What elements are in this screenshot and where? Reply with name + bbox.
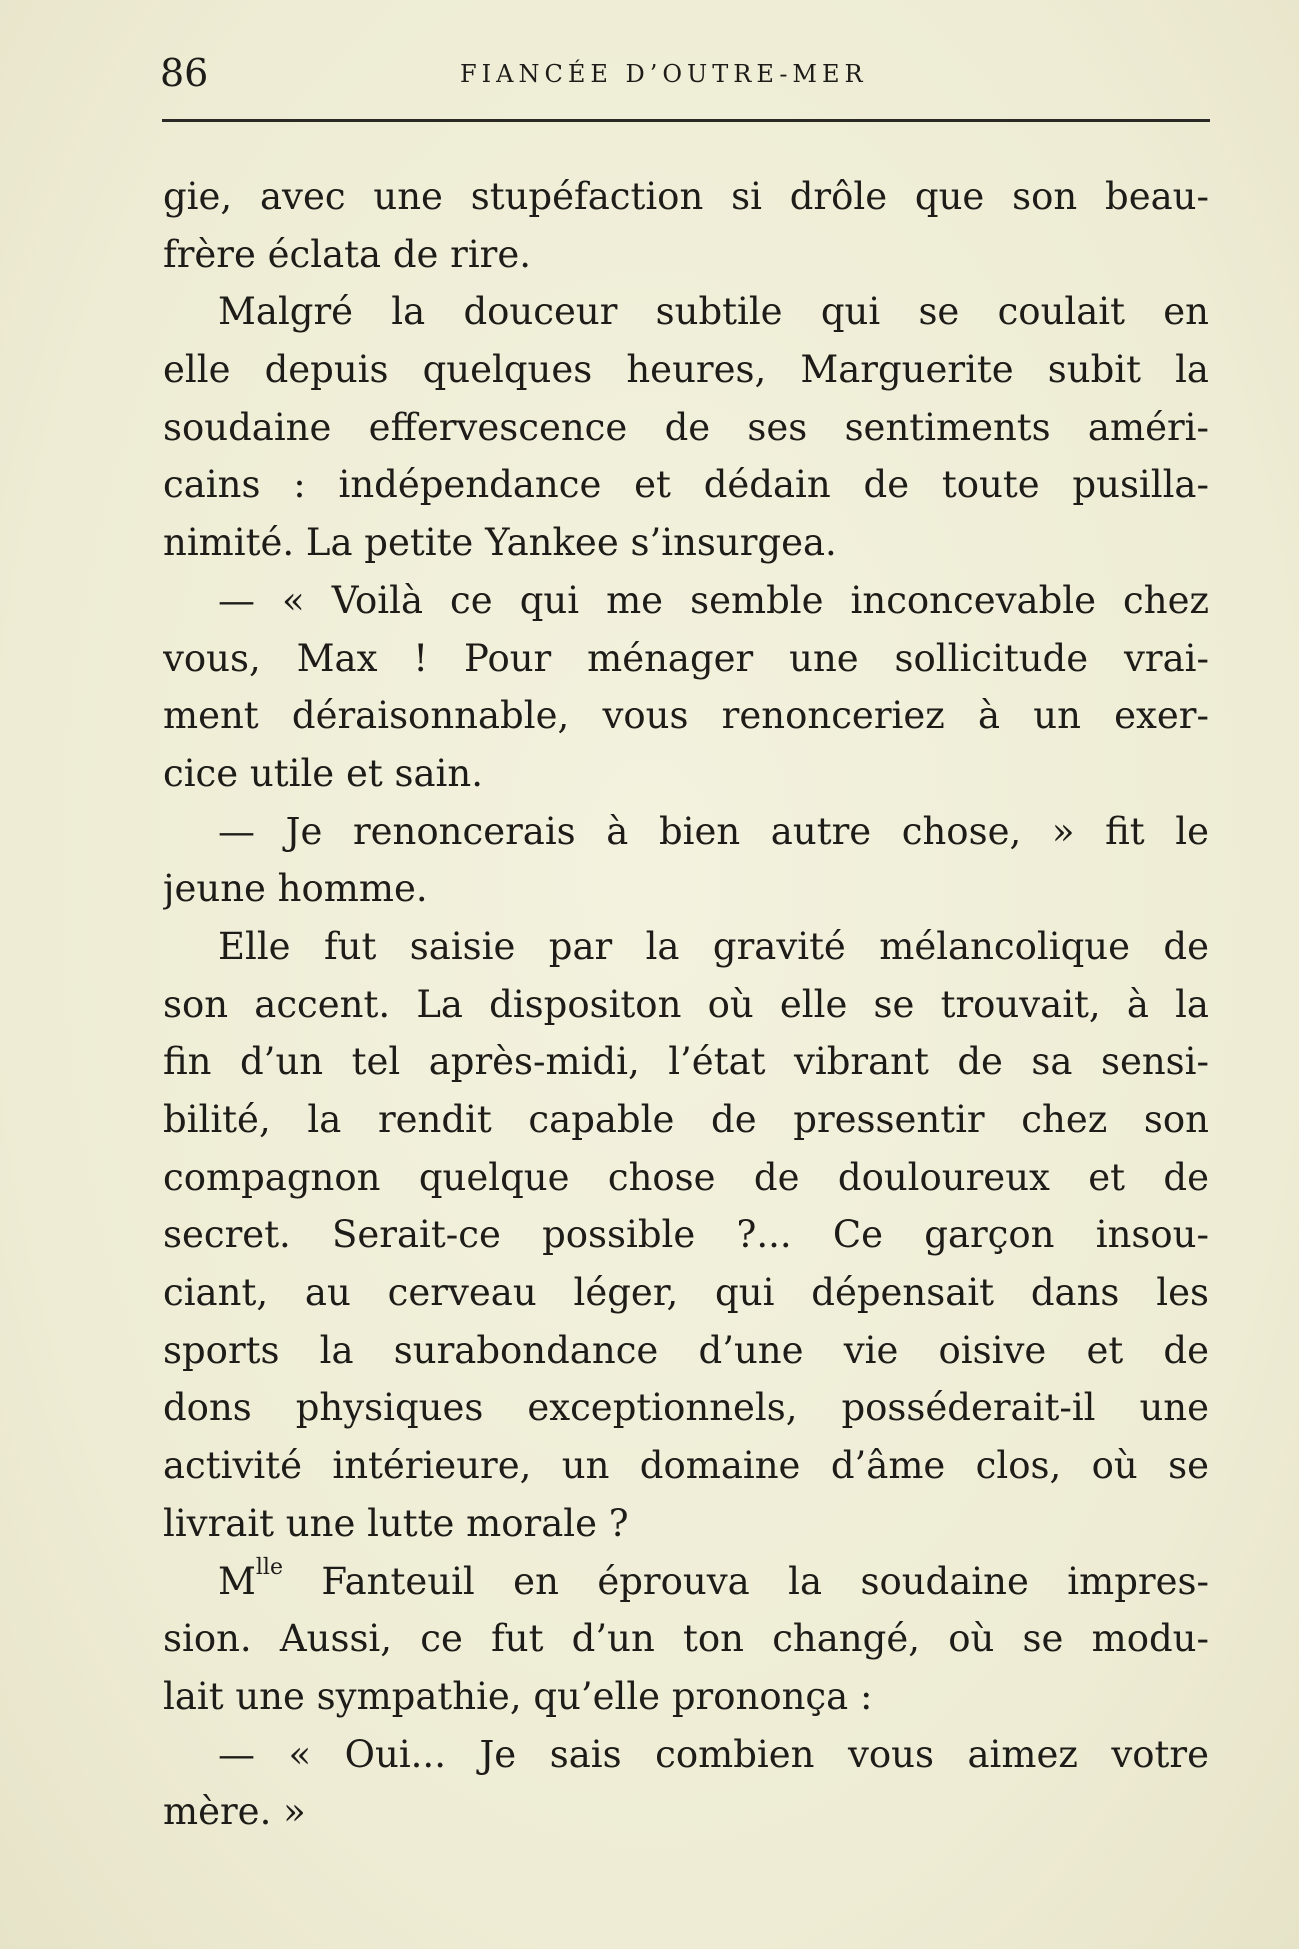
text-line: secret. Serait-ce possible ?... Ce garçon insou- [163, 1213, 1209, 1257]
text-line: sion. Aussi, ce fut d’un ton changé, où se modu- [163, 1617, 1209, 1661]
header-rule [162, 119, 1210, 122]
text-line: compagnon quelque chose de douloureux et de [163, 1155, 1209, 1199]
text-line: mère. » [163, 1790, 306, 1834]
text-line: — « Oui... Je sais combien vous aimez votre [218, 1732, 1209, 1776]
text-line: frère éclata de rire. [163, 232, 532, 276]
text-line: jeune homme. [163, 867, 428, 911]
text-line: ciant, au cerveau léger, qui dépensait dans les [163, 1271, 1209, 1315]
running-title: FIANCÉE D’OUTRE-MER [460, 60, 868, 88]
text-line: Malgré la douceur subtile qui se coulait en [218, 290, 1209, 334]
text-line: soudaine effervescence de ses sentiments améri- [163, 405, 1209, 449]
text-line: Elle fut saisie par la gravité mélancolique de [218, 924, 1209, 968]
text-line: — Je renoncerais à bien autre chose, » fit le [218, 809, 1209, 853]
text-line: son accent. La dispositon où elle se trouvait, à la [163, 982, 1209, 1026]
text-line: $M^{lle}$ Fanteuil en éprouva la soudaine impres- [218, 1554, 1209, 1603]
text-line: fin d’un tel après-midi, l’état vibrant de sa sensi- [163, 1040, 1209, 1084]
page-number: 86 [160, 51, 209, 95]
text-line: nimité. La petite Yankee s’insurgea. [163, 521, 837, 565]
body-text [163, 168, 1209, 1841]
text-line: activité intérieure, un domaine d’âme clos, où se [163, 1444, 1209, 1488]
page-header [160, 48, 1210, 98]
text-line: — « Voilà ce qui me semble inconcevable chez [218, 578, 1209, 622]
text-line: livrait une lutte morale ? [163, 1501, 629, 1545]
text-line: cains : indépendance et dédain de toute pusilla- [163, 463, 1209, 507]
text-line: cice utile et sain. [163, 751, 483, 795]
text-line: lait une sympathie, qu’elle prononça : [163, 1674, 873, 1718]
text-line: vous, Max ! Pour ménager une sollicitude vrai- [163, 636, 1209, 680]
text-line: ment déraisonnable, vous renonceriez à un exer- [163, 694, 1209, 738]
text-line: bilité, la rendit capable de pressentir chez son [163, 1098, 1209, 1141]
text-line: gie, avec une stupéfaction si drôle que son beau- [163, 175, 1209, 218]
text-line: elle depuis quelques heures, Marguerite subit la [163, 348, 1209, 392]
text-line: sports la surabondance d’une vie oisive et de [163, 1328, 1209, 1372]
text-line: dons physiques exceptionnels, posséderait-il une [163, 1386, 1209, 1430]
